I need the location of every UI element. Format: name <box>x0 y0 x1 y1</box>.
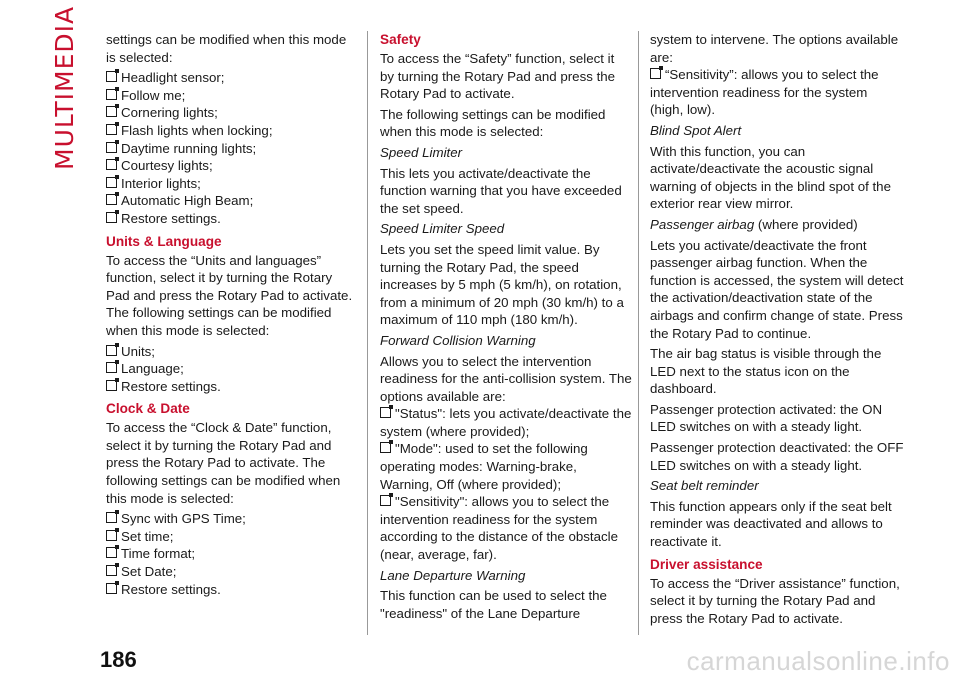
bullet-icon <box>106 380 117 391</box>
bullet-icon <box>106 194 117 205</box>
units-text: To access the “Units and languages” function, select it by turning the Rotary Pad and press the Rotary Pad to activate. The following settings can be modified when this mode is selected: <box>106 252 353 338</box>
clock-text: To access the “Clock & Date” function, select it by turning the Rotary Pad and press the Rotary Pad to activate. The following settings can be modified when this mode is selected: <box>106 420 341 506</box>
bullet-icon <box>106 565 117 576</box>
fcw-text: Allows you to select the intervention readiness for the anti-collision system. The options available are: <box>380 353 632 404</box>
airbag-title: Passenger airbag <box>650 216 755 232</box>
bullet-icon <box>380 495 391 506</box>
speed-limiter-speed-title: Speed Limiter Speed <box>380 221 505 237</box>
sbr-title: Seat belt reminder <box>650 478 759 494</box>
list-item: "Mode": used to set the following operating modes: Warning-brake, Warning, Off (where provided); <box>380 441 588 492</box>
page-number: 186 <box>100 647 137 672</box>
list-item: "Status": lets you activate/deactivate the system (where provided); <box>380 406 632 439</box>
column-1 <box>106 31 358 601</box>
units-settings-list <box>106 343 358 396</box>
ldw-text: This function can be used to select the "readiness" of the Lane Departure <box>380 588 607 621</box>
bullet-icon <box>106 89 117 100</box>
speed-limiter-speed-text: Lets you set the speed limit value. By turning the Rotary Pad, the speed increases by 5 mph (5 km/h), on rotation, from a minimum of 20 mph (30 km/h) to a maximum of 110 mph (180 km/h). <box>380 241 624 328</box>
list-item: Sync with GPS Time; <box>106 510 358 528</box>
list-item: Cornering lights; <box>106 104 358 122</box>
bullet-icon <box>380 407 391 418</box>
airbag-text-3: Passenger protection activated: the ON LED switches on with a steady light. <box>650 401 883 435</box>
safety-text-2: The following settings can be modified when this mode is selected: <box>380 106 606 140</box>
column-2 <box>380 31 632 625</box>
bullet-icon <box>106 530 117 541</box>
lighting-settings-list <box>106 69 358 227</box>
ldw-options-list <box>650 66 904 119</box>
speed-limiter-text: This lets you activate/deactivate the function warning that you have exceeded the set speed. <box>380 165 622 216</box>
bullet-icon <box>650 68 661 79</box>
airbag-text-2: The air bag status is visible through the LED next to the status icon on the dashboard. <box>650 346 882 397</box>
airbag-text-4: Passenger protection deactivated: the OFF LED switches on with a steady light. <box>650 440 904 473</box>
list-item: Restore settings. <box>106 581 358 599</box>
safety-text: To access the “Safety” function, select it by turning the Rotary Pad and press the Rotary Pad to activate. <box>380 51 616 102</box>
list-item: Set Date; <box>106 563 358 581</box>
list-item: Courtesy lights; <box>106 157 358 175</box>
da-heading: Driver assistance <box>650 556 763 572</box>
list-item: Automatic High Beam; <box>106 192 358 210</box>
bullet-icon <box>106 159 117 170</box>
list-item: "Sensitivity": allows you to select the intervention readiness for the system according to the distance of the obstacle (near, average, far). <box>380 494 619 563</box>
list-item: Units; <box>106 343 358 361</box>
list-item: Headlight sensor; <box>106 69 358 87</box>
sbr-text: This function appears only if the seat belt reminder was deactivated and allows to reactivate it. <box>650 498 892 550</box>
column-3 <box>650 31 904 630</box>
airbag-title-line <box>650 216 904 234</box>
bsa-title: Blind Spot Alert <box>650 122 742 138</box>
bullet-icon <box>106 142 117 153</box>
list-item: Set time; <box>106 528 358 546</box>
bullet-icon <box>106 583 117 594</box>
safety-heading: Safety <box>380 32 421 47</box>
speed-limiter-title: Speed Limiter <box>380 144 463 160</box>
list-item: Restore settings. <box>106 210 358 228</box>
airbag-suffix: (where provided) <box>754 216 858 232</box>
bullet-icon <box>106 124 117 135</box>
fcw-title: Forward Collision Warning <box>380 332 536 348</box>
clock-settings-list <box>106 510 358 598</box>
ldw-continued-text: system to intervene. The options available are: <box>650 32 899 65</box>
list-item: Daytime running lights; <box>106 140 358 158</box>
units-heading: Units & Language <box>106 233 222 249</box>
list-item: Time format; <box>106 545 358 563</box>
list-item: “Sensitivity”: allows you to select the intervention readiness for the system (high, low). <box>650 67 879 118</box>
clock-heading: Clock & Date <box>106 401 190 417</box>
list-item: Restore settings. <box>106 378 358 396</box>
bullet-icon <box>106 71 117 82</box>
bullet-icon <box>106 362 117 373</box>
bullet-icon <box>106 106 117 117</box>
list-item: Language; <box>106 360 358 378</box>
column-divider <box>367 31 368 635</box>
airbag-text: Lets you activate/deactivate the front passenger airbag function. When the function is accessed, the system will detect the activation/deactivation state of the airbags and confirm change of state. Press the Rotary Pad to continue. <box>650 237 904 341</box>
fcw-options-list <box>380 405 632 563</box>
section-title: MULTIMEDIA <box>50 5 79 170</box>
bullet-icon <box>106 177 117 188</box>
watermark: carmanualsonline.info <box>686 646 950 676</box>
list-item: Interior lights; <box>106 175 358 193</box>
bullet-icon <box>106 212 117 223</box>
bullet-icon <box>106 345 117 356</box>
list-item: Flash lights when locking; <box>106 122 358 140</box>
intro-text: settings can be modified when this mode is selected: <box>106 32 347 65</box>
da-text: To access the “Driver assistance” function, select it by turning the Rotary Pad and press the Rotary Pad to activate. <box>650 575 900 626</box>
bullet-icon <box>380 442 391 453</box>
bullet-icon <box>106 512 117 523</box>
bsa-text: With this function, you can activate/deactivate the acoustic signal warning of objects in the blind spot of the exterior rear view mirror. <box>650 143 891 212</box>
column-divider <box>638 31 639 635</box>
ldw-title: Lane Departure Warning <box>380 567 526 583</box>
bullet-icon <box>106 547 117 558</box>
list-item: Follow me; <box>106 87 358 105</box>
